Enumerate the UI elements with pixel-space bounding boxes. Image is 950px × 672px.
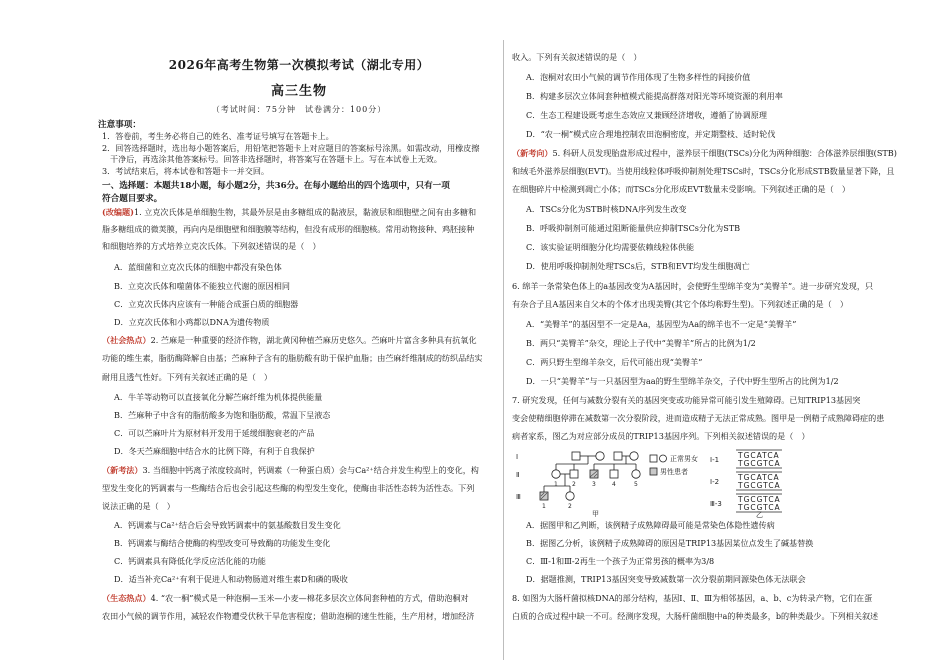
q2-stem-line: 耐用且透气性好。下列有关叙述正确的是（ ） <box>102 372 272 382</box>
q6-stem-line: 有杂合子且A基因来自父本的个体才出现美臀(其它个体均称野生型)。下列叙述正确的是（ ） <box>512 299 848 309</box>
q2-stem: （社会热点）2. 苎麻是一种重要的经济作物，湖北黄冈种植苎麻历史悠久。苎麻叶片富含多种具有抗氧化 <box>102 335 477 345</box>
pedigree-female-normal <box>596 452 604 460</box>
legend-normal: 正常男女 <box>670 455 698 463</box>
svg-text:1: 1 <box>542 503 546 510</box>
q7-figure <box>510 446 920 518</box>
q1-stem-line: 和细胞培养的方式培养立克次氏体。下列叙述错误的是（ ） <box>102 241 321 251</box>
q7-option-c: C．Ⅲ-1和Ⅲ-2再生一个孩子为正常男孩的概率为3/8 <box>526 556 715 566</box>
legend-female-icon <box>660 455 667 462</box>
q5-option-a: A．TSCs分化为STB时核DNA序列发生改变 <box>526 204 687 214</box>
notes-heading: 注意事项： <box>98 120 141 130</box>
sequence-strand: TGCATCA <box>738 473 780 482</box>
pedigree-male-normal <box>572 452 580 460</box>
q3-stem-line: 说法正确的是（ ） <box>102 501 175 511</box>
exam-info: （考试时间：75分钟 试卷满分：100分） <box>211 105 387 114</box>
note-line: 1．答卷前，考生务必将自己的姓名、准考证号填写在答题卡上。 <box>102 131 334 141</box>
pedigree-caption: 甲 <box>592 510 599 518</box>
q5-option-b: B．呼吸抑制剂可能通过阻断能量供应抑制TSCs分化为STB <box>526 223 741 233</box>
q3-option-d: D．适当补充Ca²⁺有利于促进人和动物肠道对维生素D和磷的吸收 <box>114 574 348 584</box>
q4-option-c: C．生态工程建设既考虑生态效应又兼顾经济增收，遵循了协调原理 <box>526 110 767 120</box>
legend-male-icon <box>650 455 657 462</box>
q2-stem-line: 功能的维生素，脂肪酶降解自由基；苎麻种子含有的脂肪酸有助于保护血脂；由苎麻纤维制成的纺织品结实 <box>102 353 483 363</box>
seq-label: Ⅰ-1 <box>710 456 720 464</box>
q4-stem-continued: 收入。下列有关叙述错误的是（ ） <box>512 52 642 62</box>
pedigree-male-normal <box>570 470 578 478</box>
pedigree-female-normal <box>632 470 640 478</box>
svg-text:3: 3 <box>592 481 596 488</box>
q8-stem-line: 白质的合成过程中缺一不可。经测序发现，大肠杆菌细胞中a的种类最多，b的种类最少。下列相关叙述 <box>512 611 879 621</box>
q3-option-b: B．钙调素与酶结合使酶的构型改变可导致酶的功能发生变化 <box>114 538 331 548</box>
svg-text:2: 2 <box>568 503 572 510</box>
sequence-strand: TGCGTCA <box>738 503 781 512</box>
q6-stem: 6. 绵羊一条常染色体上的a基因改变为A基因时，会使野生型绵羊变为“美臀羊”。进一步研究发现，只 <box>512 281 874 291</box>
q4-option-b: B．构建多层次立体间套种植模式能提高群落对阳光等环境资源的利用率 <box>526 91 783 101</box>
q7-stem: 7. 研究发现，任何与减数分裂有关的基因突变或功能异常可能引发生殖障碍。已知TRIP13基因突 <box>512 395 861 405</box>
seq-label: Ⅰ-2 <box>710 478 720 486</box>
sequence-strand: TGCATCA <box>738 451 780 460</box>
q7-stem-line: 变会使精细胞停滞在减数第一次分裂阶段，进而造成精子无法正常成熟。图甲是一例精子成熟障碍症的患 <box>512 413 885 423</box>
svg-text:1: 1 <box>554 481 558 488</box>
q5-stem-line: 和绒毛外滋养层细胞(EVT)。当使用线粒体呼吸抑制剂处理TSCs时，TSCs分化形成STB数量显著下降，且 <box>512 166 895 176</box>
column-divider <box>503 40 504 660</box>
q3-stem-line: 型发生变化的钙调素与一些酶结合后也会引起这些酶的构型发生变化，使酶由非活性态转为活性态。下列 <box>102 483 475 493</box>
q4-option-a: A．泡桐对农田小气候的调节作用体现了生物多样性的间接价值 <box>526 72 751 82</box>
note-line: 2．回答选择题时，选出每小题答案后，用铅笔把答题卡上对应题目的答案标号涂黑。如需改动，用橡皮擦 <box>102 143 480 153</box>
section-heading-cont: 符合题目要求。 <box>102 194 163 204</box>
svg-text:2: 2 <box>572 481 576 488</box>
q5-option-d: D．使用呼吸抑制剂处理TSCs后，STB和EVT均发生细胞凋亡 <box>526 261 750 271</box>
q5-tag: （新考向） <box>512 148 553 158</box>
q7-option-d: D．据题推测，TRIP13基因突变导致减数第一次分裂前期同源染色体无法联会 <box>526 574 806 584</box>
q6-option-c: C．两只野生型绵羊杂交，后代可能出现“美臀羊” <box>526 357 703 367</box>
q6-option-a: A．“美臀羊”的基因型不一定是Aa，基因型为Aa的绵羊也不一定是“美臀羊” <box>526 319 797 329</box>
subject-title: 高三生物 <box>270 84 327 99</box>
legend-affected: 男性患者 <box>660 468 688 476</box>
q7-stem-line: 病者家系，图乙为对应部分成员的TRIP13基因序列。下列相关叙述错误的是（ ） <box>512 431 810 441</box>
q3-tag: （新考法） <box>102 465 143 475</box>
sequence-strand: TGCGTCA <box>738 481 781 490</box>
q1-stem: (改编题)1. 立克次氏体是单细胞生物，其最外层是由多糖组成的黏液层，黏液层和细胞壁之间有由多糖和 <box>102 207 477 217</box>
pedigree-male-normal <box>614 452 622 460</box>
q4-option-d: D．“农一桐”模式应合理地控制农田泡桐密度，并定期整枝、适时轮伐 <box>526 129 776 139</box>
q2-option-c: C．可以苎麻叶片为原材料开发用于延缓细胞衰老的产品 <box>114 428 315 438</box>
q1-option-a: A．蓝细菌和立克次氏体的细胞中都没有染色体 <box>114 262 282 272</box>
generation-label: Ⅲ <box>516 493 521 501</box>
q7-option-b: B．据图乙分析，该例精子成熟障碍的原因是TRIP13基因某位点发生了碱基替换 <box>526 538 814 548</box>
q2-option-b: B．苎麻种子中含有的脂肪酸多为饱和脂肪酸，常温下呈液态 <box>114 410 331 420</box>
q1-option-b: B．立克次氏体和噬菌体不能独立代谢的原因相同 <box>114 281 290 291</box>
q5-stem-line: 在细胞碎片中检测到凋亡小体；而TSCs分化形成EVT数量未受影响。下列叙述正确的是（ ） <box>512 184 850 194</box>
q5-stem: （新考向）5. 科研人员发现胎盘形成过程中，滋养层干细胞(TSCs)分化为两种细胞：合体滋养层细胞(STB) <box>512 148 897 158</box>
left-column <box>98 0 500 672</box>
generation-label: Ⅰ <box>516 453 519 461</box>
pedigree-female-normal <box>552 470 560 478</box>
svg-text:4: 4 <box>612 481 616 488</box>
exam-title: 2026年高考生物第一次模拟考试（湖北专用） <box>168 58 430 72</box>
q1-option-c: C．立克次氏体内应该有一种能合成蛋白质的细胞器 <box>114 299 299 309</box>
generation-label: Ⅱ <box>516 471 520 479</box>
q3-option-c: C．钙调素具有降低化学反应活化能的功能 <box>114 556 266 566</box>
q4-stem-line: 农田小气候的调节作用，减轻农作物遭受伏秋干旱危害程度；借助泡桐的速生性能，生产用材，增加经济 <box>102 611 475 621</box>
seq-label: Ⅲ-3 <box>710 500 722 508</box>
q1-tag: (改编题) <box>102 207 134 217</box>
q7-option-a: A．据图甲和乙判断，该例精子成熟障碍最可能是常染色体隐性遗传病 <box>526 520 775 530</box>
sequence-strand: TGCGTCA <box>738 459 781 468</box>
note-line: 3．考试结束后，将本试卷和答题卡一并交回。 <box>102 166 270 176</box>
q3-stem: （新考法）3. 当细胞中钙离子浓度较高时，钙调素（一种蛋白质）会与Ca²⁺结合并发生构型上的变化，构 <box>102 465 479 475</box>
q8-stem: 8. 如图为大肠杆菌拟核DNA的部分结构，基因Ⅰ、Ⅱ、Ⅲ为相邻基因，a、b、c为转录产物，它们在蛋 <box>512 593 873 603</box>
sequence-strand: TGCGTCA <box>738 495 781 504</box>
q4-stem: （生态热点）4. “农一桐”模式是一种泡桐—玉米—小麦—棉花多层次立体间套种植的方式，借助泡桐对 <box>102 593 469 603</box>
pedigree-female-normal <box>630 452 638 460</box>
q1-stem-line: 脂多糖组成的微荚膜，再向内是细胞壁和细胞膜等结构，但没有成形的细胞核。常用动物接种、鸡胚接种 <box>102 224 475 234</box>
pedigree-female-normal <box>566 492 574 500</box>
legend-affected-icon <box>650 468 657 475</box>
svg-text:5: 5 <box>634 481 638 488</box>
q4-tag: （生态热点） <box>102 593 151 603</box>
q2-option-a: A．牛羊等动物可以直接氧化分解苎麻纤维为机体提供能量 <box>114 392 323 402</box>
pedigree-male-normal <box>610 470 618 478</box>
q2-option-d: D．冬天苎麻细胞中结合水的比例下降，有利于自我保护 <box>114 446 315 456</box>
q6-option-d: D．一只“美臀羊”与一只基因型为aa的野生型绵羊杂交，子代中野生型所占的比例为1/2 <box>526 376 839 386</box>
q3-option-a: A．钙调素与Ca²⁺结合后会导致钙调素中的氨基酸数目发生变化 <box>114 520 341 530</box>
q1-option-d: D．立克次氏体和小鸡都以DNA为遗传物质 <box>114 317 270 327</box>
right-column <box>510 0 920 672</box>
note-line: 干净后，再选涂其他答案标号。回答非选择题时，将答案写在答题卡上。写在本试卷上无效。 <box>110 154 442 164</box>
q6-option-b: B．两只“美臀羊”杂交，理论上子代中“美臀羊”所占的比例为1/2 <box>526 338 756 348</box>
section-heading: 一、选择题：本题共18小题，每小题2分，共36分。在每小题给出的四个选项中，只有一项 <box>102 181 450 191</box>
q5-option-c: C．该实验证明细胞分化均需要依赖线粒体供能 <box>526 242 695 252</box>
sequence-caption: 乙 <box>756 511 763 518</box>
q2-tag: （社会热点） <box>102 335 151 345</box>
